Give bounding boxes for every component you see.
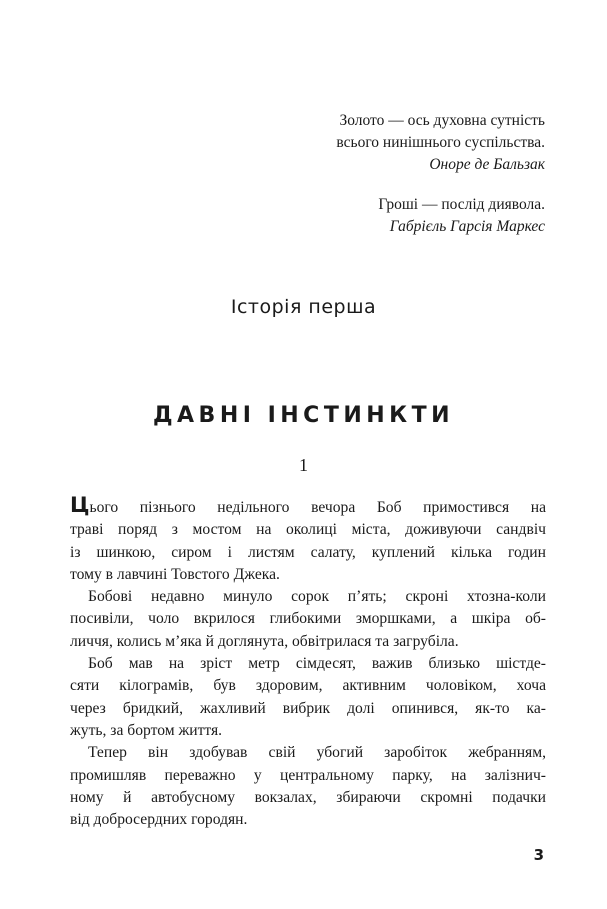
- epigraph-author: Оноре де Бальзак: [429, 156, 545, 173]
- text-line: ному й автобусному вокзалах, збираючи скромні подачки: [70, 788, 546, 806]
- text-line: траві поряд з мостом на околиці міста, доживуючи сандвіч: [70, 521, 546, 539]
- drop-cap: Ц: [70, 493, 90, 517]
- epigraph-line: всього нинішнього суспільства.: [336, 134, 545, 151]
- epigraph-marquez: [378, 194, 545, 238]
- page-number: 3: [533, 846, 544, 864]
- text-line: через бридкий, жахливий вибрик долі опинився, як-то ка-: [70, 699, 546, 717]
- paragraph-3: [70, 653, 546, 742]
- epigraph-balzac: [336, 110, 545, 176]
- text-line: Бобові недавно минуло сорок п’ять; скроні хтозна-коли: [88, 588, 546, 606]
- paragraph-4: [70, 742, 546, 831]
- text-line: із шинкою, сиром і листям салату, куплений кілька годин: [70, 543, 546, 561]
- text-line-content: ього пізнього недільного вечора Боб примостився на: [89, 499, 546, 516]
- text-line: тому в лавчині Товстого Джека.: [70, 565, 280, 583]
- text-line: сяти кілограмів, був здоровим, активним чоловіком, хоча: [70, 677, 546, 695]
- paragraph-1: [70, 494, 546, 586]
- story-label: Історія перша: [230, 296, 377, 318]
- text-line: личчя, колись м’яка й доглянута, обвітрилася та загрубіла.: [70, 632, 459, 650]
- epigraph-author: Габрієль Гарсія Маркес: [389, 218, 545, 235]
- text-line: посивіли, чоло вкрилося глибокими зморшками, а шкіра об-: [70, 610, 546, 628]
- epigraph-line: Золото — ось духовна сутність: [339, 112, 545, 129]
- section-number: 1: [299, 455, 308, 475]
- chapter-title: ДАВНІ ІНСТИНКТИ: [152, 403, 455, 428]
- body-text: [70, 494, 546, 831]
- epigraph-line: Гроші — послід диявола.: [378, 196, 545, 213]
- text-line: Боб мав на зріст метр сімдесят, важив близько шістде-: [88, 655, 546, 673]
- text-line: [70, 494, 546, 519]
- paragraph-2: [70, 586, 546, 653]
- text-line: промишляв переважно у центральному парку, на залізнич-: [70, 766, 546, 784]
- text-line: жуть, за бортом життя.: [70, 721, 223, 739]
- text-line: Тепер він здобував свій убогий заробіток жебранням,: [88, 744, 546, 762]
- text-line: від добросердних городян.: [70, 811, 248, 829]
